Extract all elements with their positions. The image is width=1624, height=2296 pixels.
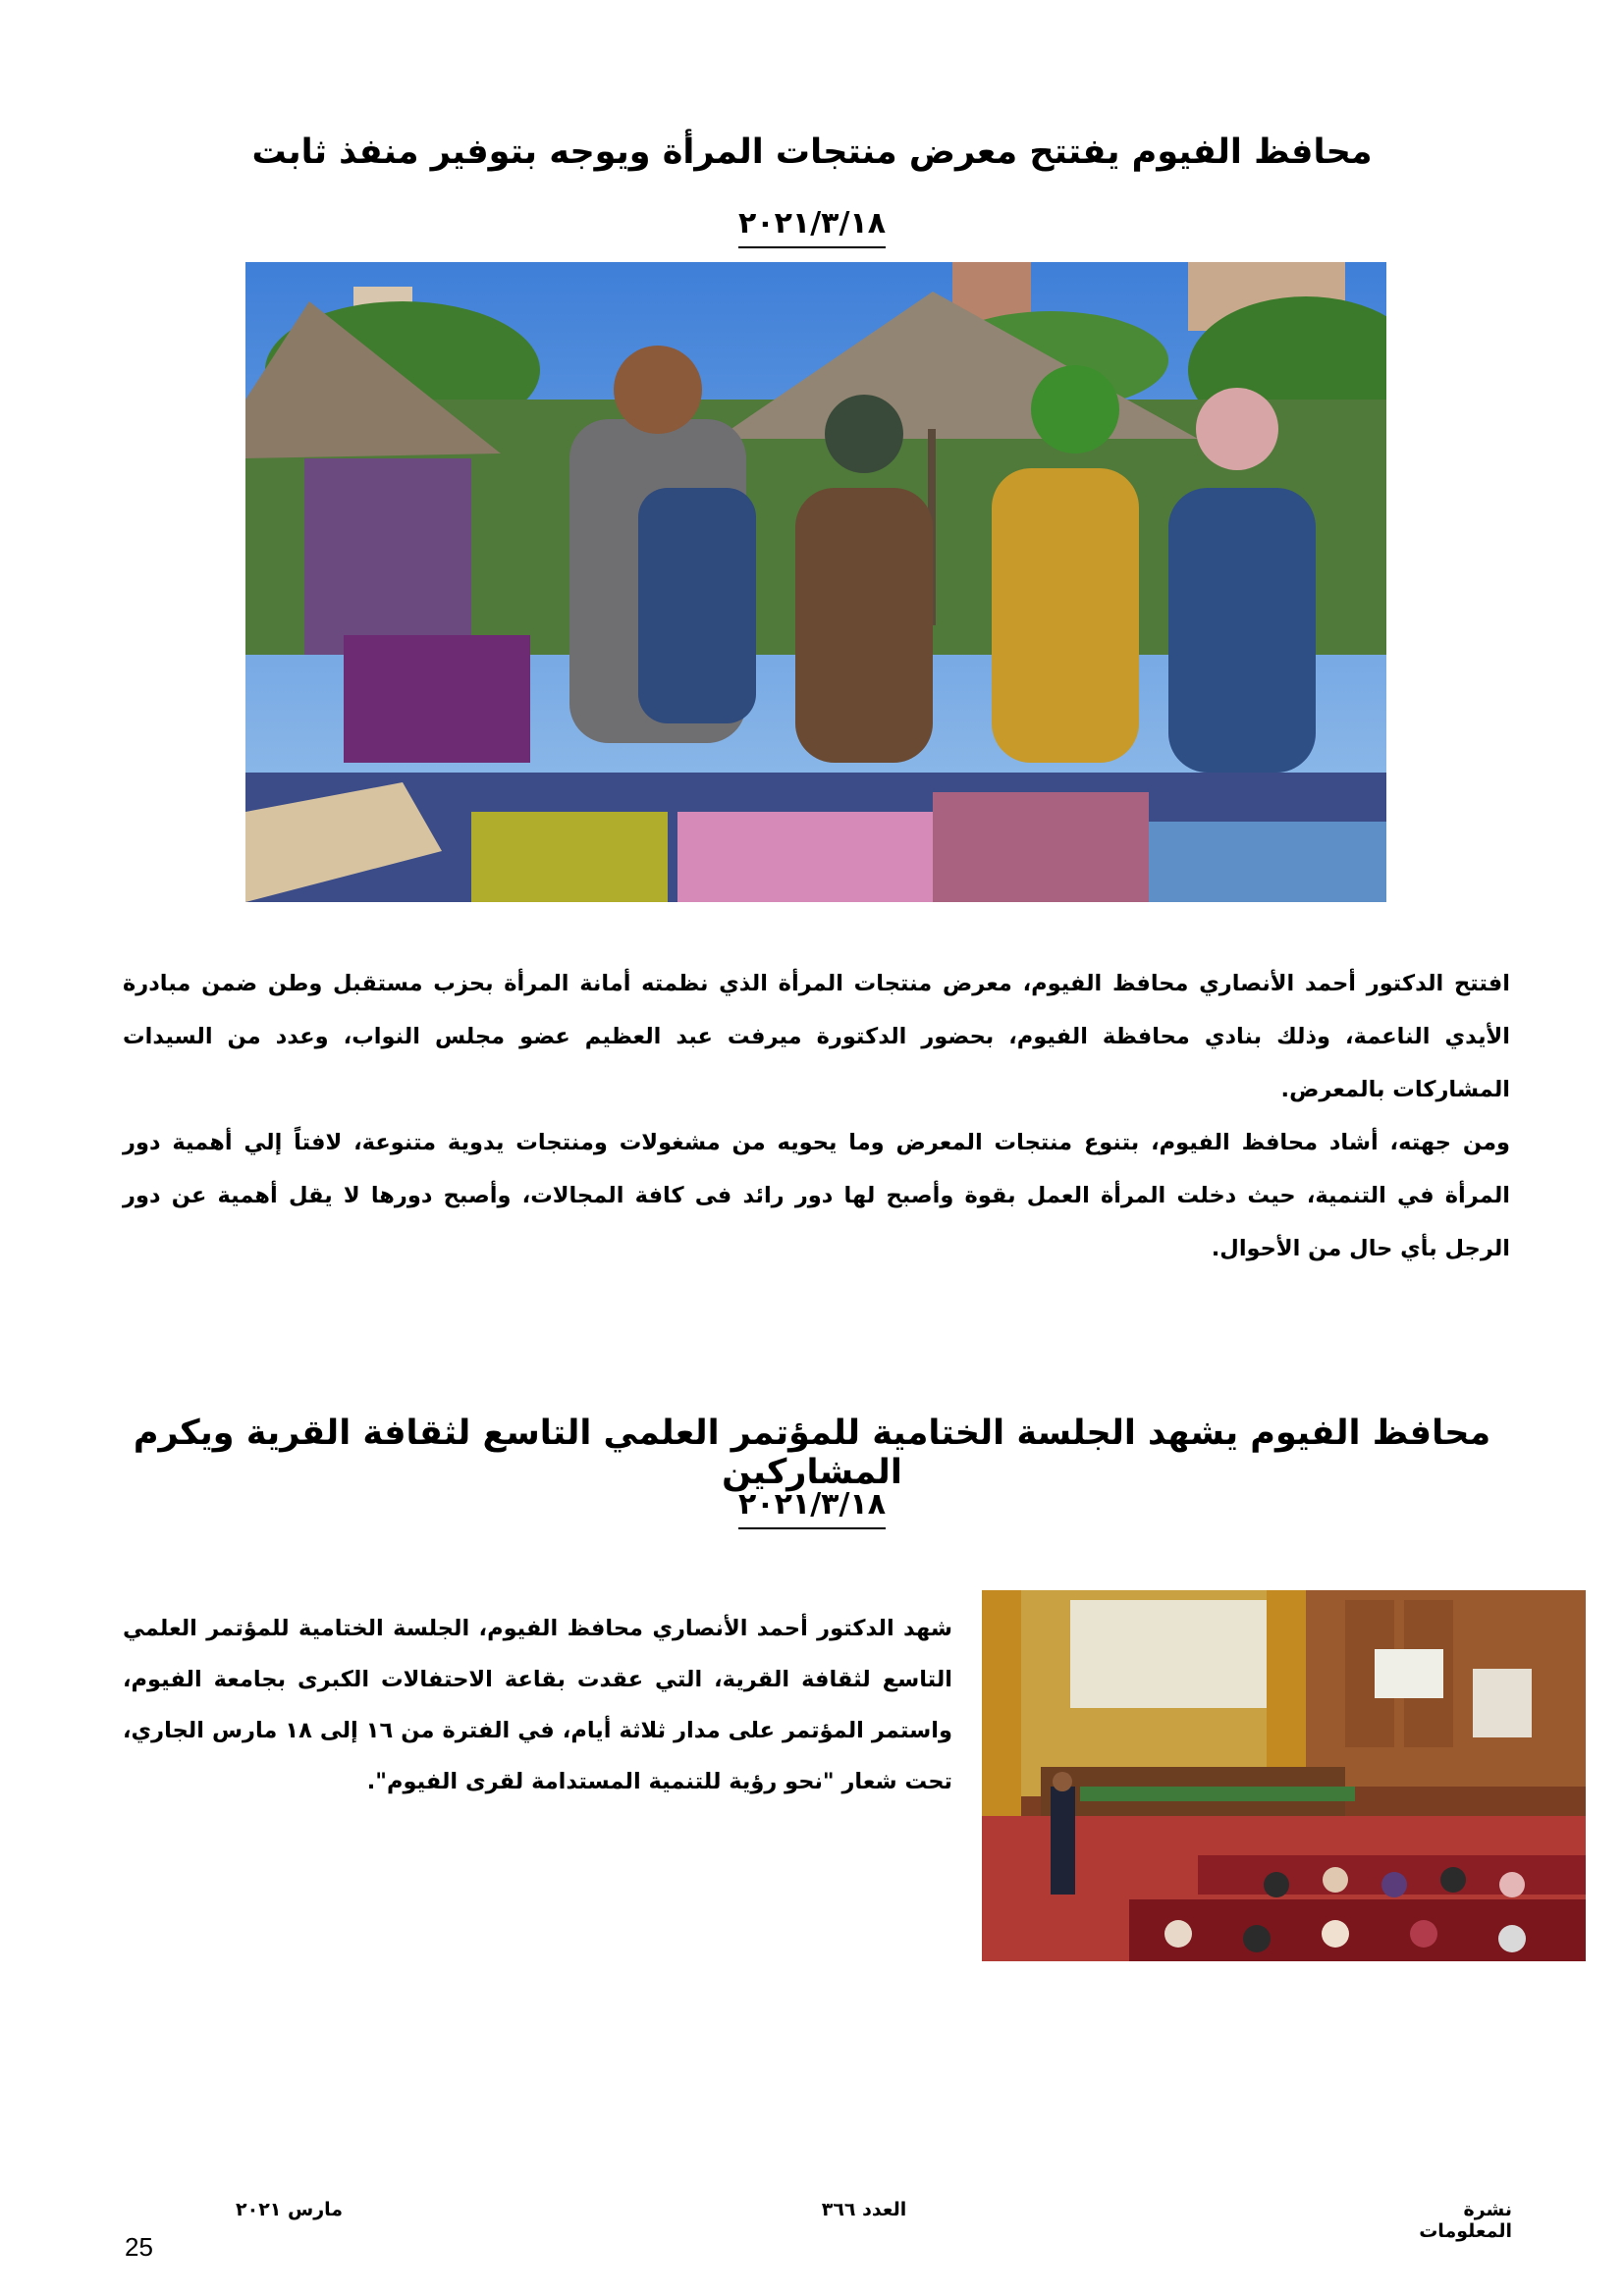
footer-issue: العدد ٣٦٦ [821,2199,907,2220]
article1-paragraph-2: ومن جهته، أشاد محافظ الفيوم، بتنوع منتجات المعرض وما يحويه من مشغولات ومنتجات يدوية متنوعة، لافتاً إلي أهمية دور المرأة في التنمية، حيث دخلت المرأة العمل بقوة وأصبح لها دور رائد فى كافة المجالات، وأصبح دورها لا يقل أهمية عن دور الرجل بأي حال من الأحوال. [123,1130,1510,1261]
conference-hall-photo [982,1590,1586,1961]
article1-body [123,957,1510,1275]
footer-month: مارس ٢٠٢١ [236,2199,344,2220]
page-number: 25 [125,2232,153,2262]
article1-headline: محافظ الفيوم يفتتح معرض منتجات المرأة ويوجه بتوفير منفذ ثابت [251,133,1373,172]
footer-publication: نشرة المعلومات [1419,2199,1512,2242]
article2-date: ٢٠٢١/٣/١٨ [738,1487,886,1529]
article2-headline: محافظ الفيوم يشهد الجلسة الختامية للمؤتمر العلمي التاسع لثقافة القرية ويكرم المشاركين [133,1414,1491,1492]
article2-paragraph: شهد الدكتور أحمد الأنصاري محافظ الفيوم، الجلسة الختامية للمؤتمر العلمي التاسع لثقافة القرية، التي عقدت بقاعة الاحتفالات الكبرى بجامعة الفيوم، واستمر المؤتمر على مدار ثلاثة أيام، في الفترة من ١٦ إلى ١٨ مارس الجاري، تحت شعار "نحو رؤية للتنمية المستدامة لقرى الفيوم". [123,1616,952,1794]
article2-body [123,1603,952,1807]
exhibition-photo [245,262,1386,902]
article1-date: ٢٠٢١/٣/١٨ [738,206,886,248]
article1-paragraph-1: افتتح الدكتور أحمد الأنصاري محافظ الفيوم، معرض منتجات المرأة الذي نظمته أمانة المرأة بحزب مستقبل وطن ضمن مبادرة الأيدي الناعمة، وذلك بنادي محافظة الفيوم، بحضور الدكتورة ميرفت عبد العظيم عضو مجلس النواب، وعدد من السيدات المشاركات بالمعرض. [123,971,1510,1102]
